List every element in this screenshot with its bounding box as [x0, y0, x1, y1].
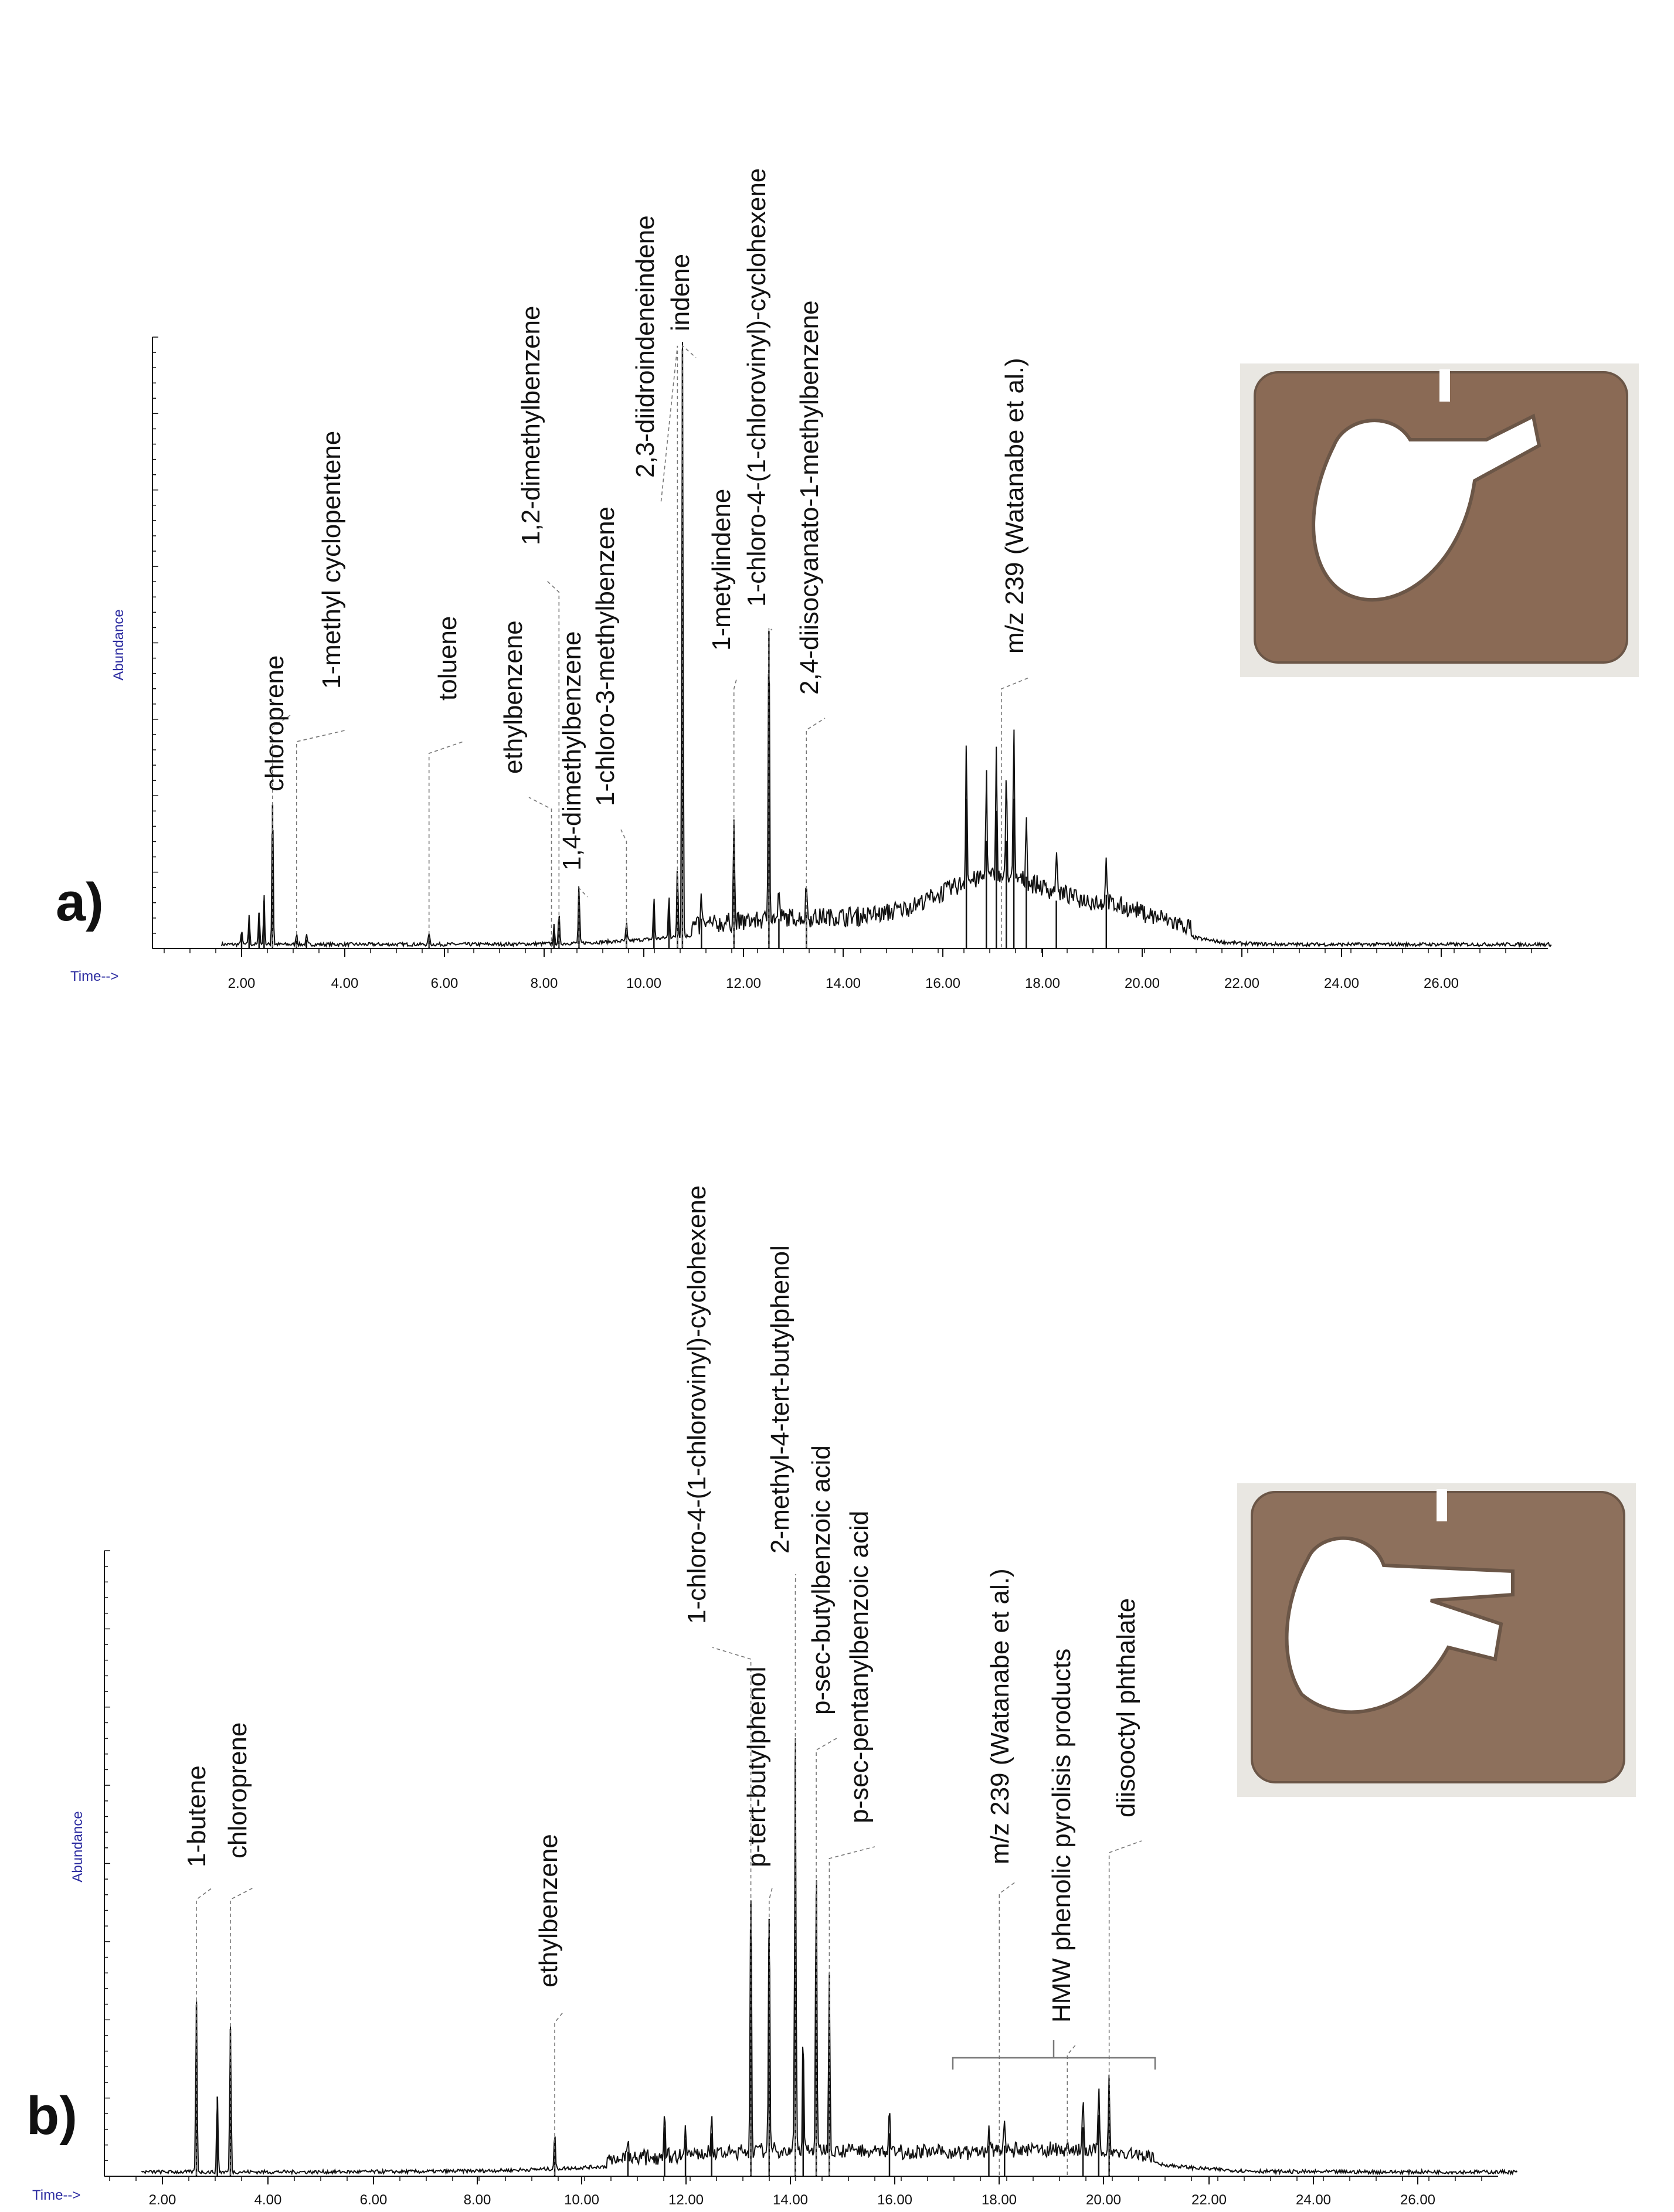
- annotation-label: ethylbenzene: [534, 1834, 563, 1987]
- x-tick-label: 10.00: [626, 976, 662, 991]
- x-tick-label: 4.00: [331, 976, 359, 991]
- annotation-leader: [829, 1847, 875, 2175]
- annotation-leader: [196, 1888, 212, 2175]
- panel-label: b): [26, 2086, 77, 2146]
- annotation-label: p-tert-butylphenol: [742, 1666, 771, 1867]
- annotation-leader: [1109, 1841, 1142, 2175]
- x-tick-label: 10.00: [563, 2192, 600, 2208]
- annotation-leader: [429, 742, 463, 947]
- annotation-label: 1-metylindene: [707, 488, 736, 651]
- annotation-leader: [230, 1888, 253, 2175]
- annotation-leader: [661, 346, 677, 947]
- annotation-label: diisooctyl phthalate: [1112, 1598, 1140, 1817]
- x-tick-label: 20.00: [1124, 976, 1160, 991]
- x-tick-label: 26.00: [1423, 976, 1459, 991]
- panel-b: [26, 1185, 1636, 2208]
- x-tick-label: 6.00: [359, 2192, 388, 2208]
- annotation-leader: [297, 730, 347, 947]
- x-tick-label: 24.00: [1295, 2192, 1332, 2208]
- x-tick-label: 16.00: [925, 976, 961, 991]
- annotation-label: 2,4-diisocyanato-1-methylbenzene: [795, 300, 824, 695]
- annotation-label: 1-chloro-4-(1-chlorovinyl)-cyclohexene: [682, 1185, 711, 1624]
- annotation-label: 1-butene: [182, 1765, 211, 1867]
- annotation-label: m/z 239 (Watanabe et al.): [986, 1568, 1014, 1864]
- annotation-label: 2,3-diidroindeneindene: [631, 215, 660, 478]
- x-tick-label: 26.00: [1400, 2192, 1436, 2208]
- x-tick-label: 4.00: [254, 2192, 282, 2208]
- x-tick-label: 8.00: [530, 976, 558, 991]
- x-tick-label: 12.00: [668, 2192, 704, 2208]
- x-tick-label: 22.00: [1224, 976, 1260, 991]
- top-notch: [1439, 369, 1450, 402]
- annotation-leader: [1067, 2043, 1077, 2175]
- sculpture-photo: [1240, 363, 1639, 677]
- top-notch: [1437, 1489, 1447, 1521]
- x-tick-label: 14.00: [772, 2192, 809, 2208]
- panel-label: a): [56, 872, 104, 932]
- annotation-leader: [999, 1882, 1016, 2175]
- annotation-label: HMW phenolic pyrolisis products: [1047, 1648, 1076, 2023]
- bracket-line: [953, 2058, 1155, 2070]
- x-tick-label: 20.00: [1085, 2192, 1122, 2208]
- x-tick-label: 18.00: [981, 2192, 1017, 2208]
- x-tick-label: 6.00: [430, 976, 459, 991]
- annotation-label: 1-chloro-4-(1-chlorovinyl)-cyclohexene: [742, 168, 771, 607]
- annotation-label: ethylbenzene: [499, 620, 528, 774]
- x-tick-label: 16.00: [877, 2192, 913, 2208]
- y-axis-label: Abundance: [70, 1811, 86, 1883]
- annotation-label: toluene: [433, 616, 462, 701]
- annotation-label: chloroprene: [223, 1722, 252, 1858]
- x-tick-label: 2.00: [148, 2192, 176, 2208]
- annotation-label: p-sec-pentanylbenzoic acid: [845, 1510, 874, 1823]
- x-axis-label: Time-->: [32, 2187, 81, 2203]
- x-tick-label: 22.00: [1191, 2192, 1227, 2208]
- x-tick-label: 2.00: [227, 976, 256, 991]
- annotation-label: indene: [666, 253, 695, 331]
- annotation-leader: [529, 797, 552, 947]
- x-tick-label: 24.00: [1323, 976, 1360, 991]
- x-tick-label: 8.00: [463, 2192, 491, 2208]
- x-tick-label: 14.00: [825, 976, 861, 991]
- hmw-bracket: [953, 2040, 1155, 2070]
- annotation-label: m/z 239 (Watanabe et al.): [1000, 358, 1029, 654]
- x-tick-label: 12.00: [725, 976, 762, 991]
- annotation-leader: [816, 1738, 837, 2175]
- x-axis-label: Time-->: [70, 969, 119, 984]
- annotation-label: p-sec-butylbenzoic acid: [807, 1445, 836, 1715]
- annotation-label: chloroprene: [260, 655, 289, 791]
- annotation-label: 1-chloro-3-methylbenzene: [591, 506, 620, 806]
- y-axis-label: Abundance: [111, 609, 127, 681]
- annotation-label: 1,4-dimethylbenzene: [558, 631, 586, 871]
- annotation-label: 1,2-dimethylbenzene: [517, 305, 545, 545]
- x-tick-label: 18.00: [1024, 976, 1061, 991]
- panel-a: [56, 168, 1639, 991]
- annotation-label: 2-methyl-4-tert-butylphenol: [766, 1245, 794, 1554]
- sculpture-photo: [1237, 1483, 1636, 1797]
- annotation-label: 1-methyl cyclopentene: [317, 430, 346, 689]
